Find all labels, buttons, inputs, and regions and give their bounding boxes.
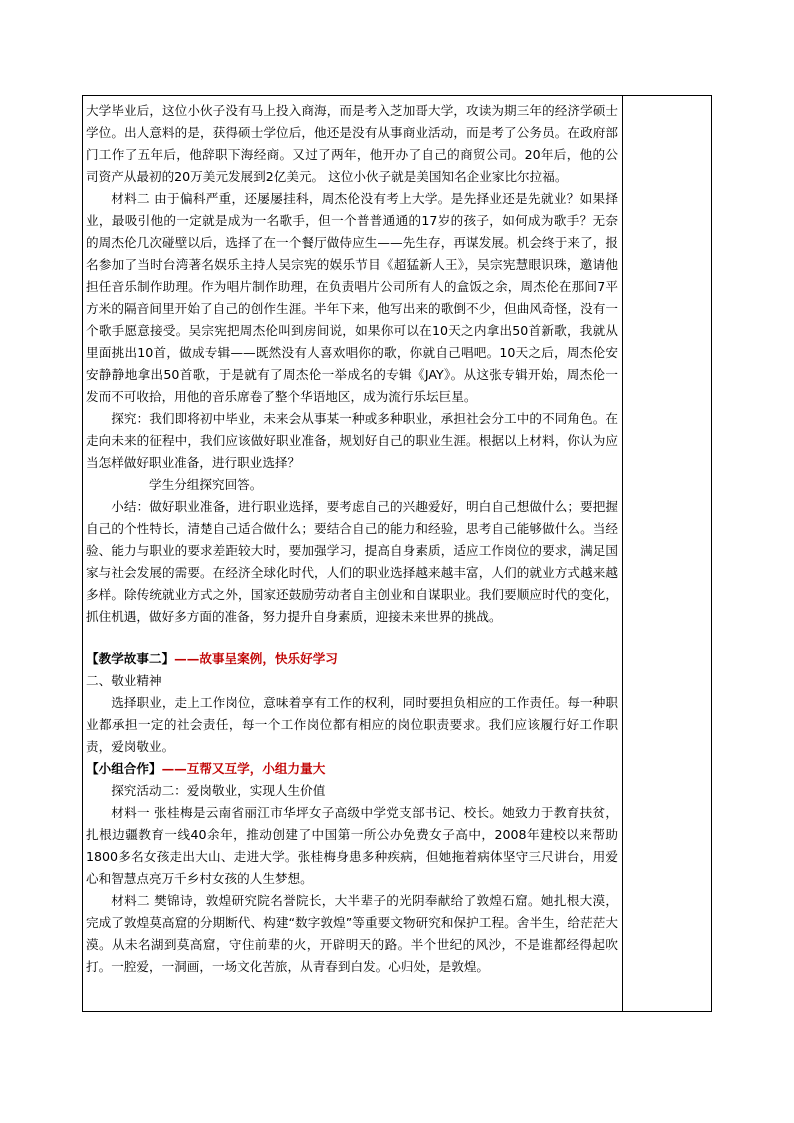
- blank-line: [86, 628, 618, 648]
- heading-subtitle: ——互帮又互学，小组力量大: [161, 761, 326, 776]
- heading-group-work: [86, 758, 618, 780]
- heading-tag: 【教学故事二】: [86, 651, 175, 666]
- paragraph-zhang-guimei: 材料一 张桂梅是云南省丽江市华坪女子高级中学党支部书记、校长。她致力于教育扶贫，扎根边疆教育一线40余年，推动创建了中国第一所公办免费女子高中，2008年建校以来帮助1800多名女孩走出大山、走进大学。张桂梅身患多种疾病，但她拖着病体坚守三尺讲台，用爱心和智慧点亮万千乡村女孩的人生梦想。: [86, 805, 618, 886]
- paragraph-inquiry: 探究：我们即将初中毕业，未来会从事某一种或多种职业，承担社会分工中的不同角色。在走向未来的征程中，我们应该做好职业准备，规划好自己的职业生涯。根据以上材料，你认为应当怎样做好职业准备，进行职业选择？: [86, 411, 618, 470]
- heading-tag: 【小组合作】: [86, 761, 162, 776]
- lesson-table: [82, 95, 712, 1012]
- paragraph-material-two: 材料二 由于偏科严重，还屡屡挂科，周杰伦没有考上大学。是先择业还是先就业？如果择业，最吸引他的一定就是成为一名歌手，但一个普普通通的17岁的孩子，如何成为歌手？无奈的周杰伦几次碰壁以后，选择了在一个餐厅做侍应生——先生存，再谋发展。机会终于来了，报名参加了当时台湾著名娱乐主持人吴宗宪的娱乐节目《超猛新人王》，吴宗宪慧眼识珠，邀请他担任音乐制作助理。作为唱片制作助理，在负责唱片公司所有人的盒饭之余，周杰伦在那间7平方米的隔音间里开始了自己的创作生涯。半年下来，他写出来的歌倒不少，但曲风奇怪，没有一个歌手愿意接受。吴宗宪把周杰伦叫到房间说，如果你可以在10天之内拿出50首新歌，我就从里面挑出10首，做成专辑——既然没有人喜欢唱你的歌，你就自己唱吧。10天之后，周杰伦安安静静地拿出50首歌，于是就有了周杰伦一举成名的专辑《JAY》。从这张专辑开始，周杰伦一发而不可收拾，用他的音乐席卷了整个华语地区，成为流行乐坛巨星。: [86, 191, 618, 404]
- paragraph-summary: 小结：做好职业准备，进行职业选择，要考虑自己的兴趣爱好，明白自己想做什么；要把握自己的个性特长，清楚自己适合做什么；要结合自己的能力和经验，思考自己能够做什么。当经验、能力与职业的要求差距较大时，要加强学习，提高自身素质，适应工作岗位的要求，满足国家与社会发展的需要。在经济全球化时代，人们的职业选择越来越丰富，人们的就业方式越来越多样。除传统就业方式之外，国家还鼓励劳动者自主创业和自谋职业。我们要顺应时代的变化，抓住机遇，做好多方面的准备，努力提升自身素质，迎接未来世界的挑战。: [86, 499, 618, 624]
- content-cell: [86, 100, 618, 978]
- paragraph-bill: 大学毕业后，这位小伙子没有马上投入商海，而是考入芝加哥大学，攻读为期三年的经济学硕士学位。出人意料的是，获得硕士学位后，他还是没有从事商业活动，而是考了公务员。在政府部门工作了五年后，他辞职下海经商。又过了两年，他开办了自己的商贸公司。20年后，他的公司资产从最初的20万美元发展到2亿美元。 这位小伙子就是美国知名企业家比尔拉福。: [86, 103, 618, 184]
- paragraph-duty: 选择职业，走上工作岗位，意味着享有工作的权利，同时要担负相应的工作责任。每一种职业都承担一定的社会责任，每一个工作岗位都有相应的岗位职责要求。我们应该履行好工作职责，爱岗敬业。: [86, 695, 618, 754]
- paragraph-student-answer: 学生分组探究回答。: [149, 477, 263, 492]
- section-heading: 二、敬业精神: [86, 673, 162, 688]
- heading-story-two: [86, 648, 618, 670]
- heading-subtitle: ——故事呈案例，快乐好学习: [174, 651, 338, 666]
- paragraph-fan-jinshi: 材料二 樊锦诗，敦煌研究院名誉院长，大半辈子的光阴奉献给了敦煌石窟。她扎根大漠，完成了敦煌莫高窟的分期断代、构建“数字敦煌”等重要文物研究和保护工程。舍半生，给茫茫大漠。从未名湖到莫高窟，守住前辈的火，开辟明天的路。半个世纪的风沙，不是谁都经得起吹打。一腔爱，一洞画，一场文化苦旅，从青春到白发。心归处，是敦煌。: [86, 893, 618, 974]
- paragraph-activity-two: 探究活动二：爱岗敬业，实现人生价值: [111, 783, 326, 798]
- notes-cell: [623, 96, 711, 1011]
